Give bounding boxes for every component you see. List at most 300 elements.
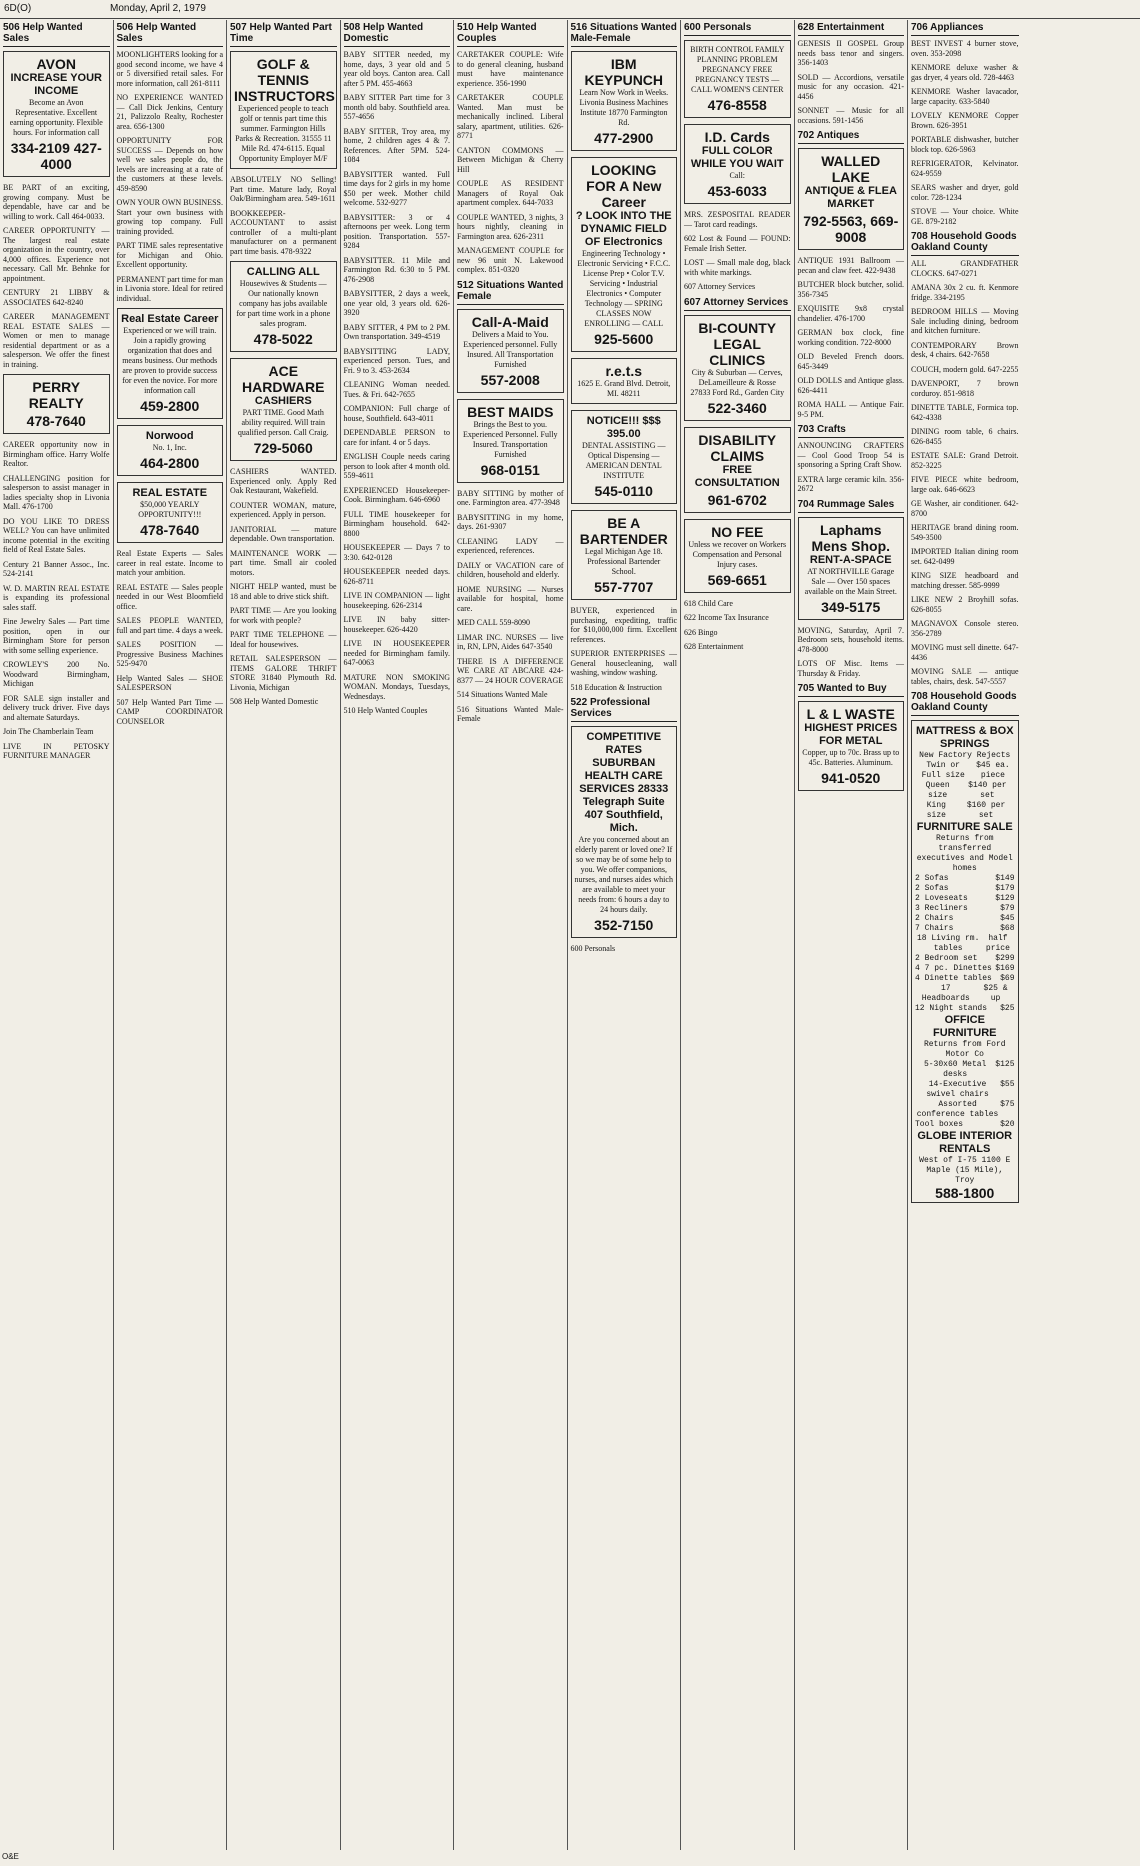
box-big: Laphams Mens Shop. xyxy=(811,521,891,554)
section-heading: 706 Appliances xyxy=(911,22,1019,36)
classified-column xyxy=(795,20,909,1850)
box-sm: Legal Michigan Age 18. Professional Bartender School. xyxy=(584,547,663,576)
item-label: 2 Chairs xyxy=(915,914,954,923)
display-ad-box xyxy=(571,51,678,151)
classified-ad: DINETTE TABLE, Formica top. 642-4338 xyxy=(911,403,1019,422)
furniture-note: Returns from transferred executives and Model homes xyxy=(916,834,1013,873)
box-med: ANTIQUE & FLEA MARKET xyxy=(804,185,897,210)
office-row xyxy=(915,1100,1015,1120)
classified-column xyxy=(227,20,341,1850)
box-sm: Unless we recover on Workers Compensation and Personal Injury cases. xyxy=(688,539,787,569)
ad-subtitle: New Factory Rejects xyxy=(919,751,1011,760)
box-med: HIGHEST PRICES FOR METAL xyxy=(804,722,898,747)
box-phone: 464-2800 xyxy=(140,455,200,471)
classified-ad: CANTON COMMONS — Between Michigan & Cherry Hill xyxy=(457,145,564,174)
price-row xyxy=(915,761,1015,781)
classified-ad: ANTIQUE 1931 Ballroom — pecan and claw feet. 422-9438 xyxy=(797,256,904,275)
office-price: $55 xyxy=(1000,1080,1015,1089)
furniture-row xyxy=(915,1004,1015,1014)
classified-ad: KING SIZE headboard and matching dresser. 585-9999 xyxy=(911,571,1019,590)
classified-ad: FOR SALE sign installer and delivery truck driver. Five days and alternate Saturdays. xyxy=(3,693,110,722)
furniture-row xyxy=(915,974,1015,984)
box-sm: Engineering Technology • Electronic Servicing • F.C.C. License Prep • Color T.V. Servicing • Industrial Electronics • Computer Technology — SPRING CLASSES NOW ENROLLING — CALL xyxy=(577,249,671,328)
classified-ad: SALES POSITION — Progressive Business Machines 525-9470 xyxy=(116,640,223,668)
display-ad-box xyxy=(230,51,337,169)
classified-ad: GERMAN box clock, fine working condition. 722-8000 xyxy=(797,328,904,347)
classified-ad: SUPERIOR ENTERPRISES — General housecleaning, wall washing, window washing. xyxy=(570,649,677,677)
box-phone: 349-5175 xyxy=(821,598,881,615)
box-big: r.e.t.s xyxy=(605,363,643,379)
classified-ad: Real Estate Experts — Sales career in real estate. Income to match your ambition. xyxy=(116,549,223,577)
display-ad-box xyxy=(798,148,905,250)
classified-ad: LIVE IN HOUSEKEEPER needed for Birmingham family. 647-0063 xyxy=(343,639,450,667)
classified-ad: NIGHT HELP wanted, must be 18 and able to drive stick shift. xyxy=(230,582,337,601)
classified-ad: BEDROOM HILLS — Moving Sale including dining, bedroom and kitchen furniture. xyxy=(911,307,1019,335)
classified-ad: DAILY or VACATION care of children, household and elderly. xyxy=(457,560,564,579)
classified-ad: BABY SITTER needed, my home, days, 3 year old and 5 year old boys. Canton area. Call after 5 PM. 455-4663 xyxy=(343,50,450,88)
box-sm: Copper, up to 70c. Brass up to 45c. Batteries. Aluminum. xyxy=(802,748,900,767)
classified-ad: AMANA 30x 2 cu. ft. Kenmore fridge. 334-2195 xyxy=(911,283,1019,302)
section-heading: 506 Help Wanted Sales xyxy=(117,22,224,47)
box-sm: Become an Avon Representative. Excellent earning opportunity. Flexible hours. For information call xyxy=(9,98,103,137)
display-ad-box xyxy=(571,510,678,600)
classified-ad: MANAGEMENT COUPLE for new 96 unit N. Lakewood complex. 851-0320 xyxy=(457,246,564,274)
classified-ad: MOVING, Saturday, April 7. Bedroom sets, household items. 478-8000 xyxy=(797,625,904,654)
classified-ad: SALES PEOPLE WANTED, full and part time. 4 days a week. xyxy=(116,616,223,635)
furniture-row xyxy=(915,904,1015,914)
classified-ad: BABYSITTER wanted. Full time days for 2 girls in my home $50 per week. Mother child welcome. 532-9277 xyxy=(343,169,450,207)
furniture-row xyxy=(915,884,1015,894)
classified-ad: 618 Child Care xyxy=(684,598,733,608)
display-ad-box xyxy=(684,315,791,421)
box-big: BE A BARTENDER xyxy=(579,515,668,547)
classified-ad: BUYER, experienced in purchasing, expediting, traffic for $10,000,000 firm. Excellent references. xyxy=(570,606,677,644)
item-price: $79 xyxy=(1000,904,1015,913)
ad-title: MATTRESS & BOX SPRINGS xyxy=(915,725,1014,750)
rentals-phone: 588-1800 xyxy=(935,1185,995,1201)
classified-ad: STOVE — Your choice. White GE. 879-2182 xyxy=(911,207,1019,226)
office-price: $20 xyxy=(1000,1120,1015,1129)
classified-ad: Century 21 Banner Assoc., Inc. 524-2141 xyxy=(3,559,110,578)
display-ad-box xyxy=(798,517,905,620)
price-label: Twin or Full size xyxy=(921,761,965,780)
display-ad-box xyxy=(798,701,905,791)
item-price: $169 xyxy=(995,964,1015,973)
classified-ad: RETAIL SALESPERSON — ITEMS GALORE THRIFT STORE 31840 Plymouth Rd. Livonia, Michigan xyxy=(230,654,337,692)
classified-ad: 628 Entertainment xyxy=(684,642,744,651)
box-sm: No. 1, Inc. xyxy=(152,443,187,452)
box-phone: 352-7150 xyxy=(594,917,654,933)
box-big: PERRY REALTY xyxy=(28,379,84,411)
display-ad-box xyxy=(3,51,110,177)
classified-ad: BABYSITTING in my home, days. 261-9307 xyxy=(457,512,564,531)
box-med: NOTICE!!! $$$ 395.00 xyxy=(586,415,661,440)
classified-ad: PORTABLE dishwasher, butcher block top. 626-5963 xyxy=(911,135,1019,154)
classified-ad: CARETAKER COUPLE Wanted. Man must be mechanically inclined. Liberal salary, apartment, utilities. 626-8771 xyxy=(457,93,564,140)
classified-ad: 507 Help Wanted Part Time — CAMP COORDINATOR COUNSELOR xyxy=(116,697,223,726)
classified-ad: CLEANING LADY — experienced, references. xyxy=(457,536,564,555)
classified-ad: HOUSEKEEPER — Days 7 to 3:30. 642-0128 xyxy=(343,543,450,562)
classified-ad: 600 Personals xyxy=(570,944,616,953)
display-ad-box xyxy=(571,358,678,404)
furniture-row xyxy=(915,914,1015,924)
display-ad-box xyxy=(117,482,224,543)
furniture-title: FURNITURE SALE xyxy=(916,821,1013,833)
price-value: $140 per set xyxy=(968,781,1007,800)
office-price: $75 xyxy=(1000,1100,1015,1109)
classified-ad: ESTATE SALE: Grand Detroit. 852-3225 xyxy=(911,451,1019,470)
office-price: $125 xyxy=(995,1060,1015,1069)
classified-ad: GE Washer, air conditioner. 642-8700 xyxy=(911,499,1019,518)
item-label: 2 Sofas xyxy=(915,874,949,883)
section-heading: 506 Help Wanted Sales xyxy=(3,22,110,47)
classified-column xyxy=(0,20,114,1850)
box-big: ACE HARDWARE xyxy=(242,363,325,395)
box-sm: DENTAL ASSISTING — Optical Dispensing — AMERICAN DENTAL INSTITUTE xyxy=(581,441,666,480)
furniture-row xyxy=(915,874,1015,884)
classified-ad: SOLD — Accordions, versatile music for any occasion. 421-4456 xyxy=(797,72,904,101)
classified-ad: IMPORTED Italian dining room set. 642-0499 xyxy=(911,547,1019,566)
display-ad-box xyxy=(457,399,564,483)
classified-ad: Help Wanted Sales — SHOE SALESPERSON xyxy=(116,673,223,692)
classified-ad: BABY SITTER, 4 PM to 2 PM. Own transportation. 349-4519 xyxy=(343,322,450,341)
rentals-address: West of I-75 1100 E Maple (15 Mile), Troy xyxy=(919,1156,1011,1185)
section-heading: 702 Antiques xyxy=(798,130,905,144)
classified-ad: COUPLE WANTED, 3 nights, 3 hours nightly, cleaning in Farmington area. 626-2311 xyxy=(457,212,564,241)
furniture-row xyxy=(915,964,1015,974)
classified-ad: LOST — Small male dog, black with white markings. xyxy=(684,258,791,277)
box-sm: AT NORTHVILLE Garage Sale — Over 150 spaces available on the Main Street. xyxy=(804,566,897,596)
classified-ad: FIVE PIECE white bedroom, large oak. 646-6623 xyxy=(911,475,1019,494)
display-ad-box xyxy=(571,157,678,352)
display-ad-box xyxy=(457,309,564,393)
box-phone: 522-3460 xyxy=(707,399,767,416)
classified-ad: PART TIME sales representative for Michigan and Ohio. Excellent opportunity. xyxy=(116,241,223,269)
classified-ad: MRS. ZESPOSITAL READER — Tarot card readings. xyxy=(684,210,791,229)
item-label: 12 Night stands xyxy=(915,1004,988,1013)
classified-ad: KENMORE deluxe washer & gas dryer, 4 years old. 728-4463 xyxy=(911,63,1019,82)
classified-ad: CAREER MANAGEMENT REAL ESTATE SALES — Women or men to manage residential department or as a salesperson. We offer the finest in training. xyxy=(3,312,110,369)
classified-ad: BE PART of an exciting, growing company. Must be dependable, have car and be willing to work. Call 464-0033. xyxy=(3,183,110,221)
box-big: IBM KEYPUNCH xyxy=(584,56,664,88)
box-phone: 941-0520 xyxy=(821,770,881,786)
classified-ad: DEPENDABLE PERSON to care for infant. 4 or 5 days. xyxy=(343,428,450,447)
box-phone: 545-0110 xyxy=(594,483,653,499)
classified-ad: REFRIGERATOR, Kelvinator. 624-9559 xyxy=(911,159,1019,178)
item-label: 2 Loveseats xyxy=(915,894,968,903)
classified-ad: BABYSITTER: 3 or 4 afternoons per week. Long term position. Transportation. 557-9284 xyxy=(343,212,450,250)
classified-ad: PART TIME TELEPHONE — Ideal for housewives. xyxy=(230,630,337,649)
section-heading: 512 Situations Wanted Female xyxy=(457,280,564,305)
classified-ad: CHALLENGING position for salesperson to assist manager in ladies specialty shop in Livonia Mall. 476-1700 xyxy=(3,473,110,511)
box-big: BI-COUNTY LEGAL CLINICS xyxy=(698,319,777,368)
box-phone: 478-7640 xyxy=(26,413,86,429)
classified-ad: ABSOLUTELY NO Selling! Part time. Mature lady, Royal Oak/Birmingham area. 549-1611 xyxy=(230,175,337,203)
classified-ad: REAL ESTATE — Sales people needed in our West Bloomfield office. xyxy=(116,582,223,611)
classified-ad: SONNET — Music for all occasions. 591-1456 xyxy=(797,106,904,125)
classified-ad: MED CALL 559-8090 xyxy=(457,618,531,627)
classified-ad: COUPLE AS RESIDENT Managers of Royal Oak apartment complex. 644-7033 xyxy=(457,179,564,207)
office-row xyxy=(915,1060,1015,1080)
box-big: AVON xyxy=(36,56,76,72)
classified-column xyxy=(681,20,795,1850)
item-label: 4 Dinette tables xyxy=(915,974,992,983)
classified-ad: LIKE NEW 2 Broyhill sofas. 626-8055 xyxy=(911,595,1019,614)
box-big: L & L WASTE xyxy=(806,706,895,722)
section-heading: 705 Wanted to Buy xyxy=(798,683,905,697)
box-phone: 792-5563, 669-9008 xyxy=(803,213,899,245)
classified-ad: THERE IS A DIFFERENCE WE CARE AT ABCARE 424-8377 — 24 HOUR COVERAGE xyxy=(457,656,564,685)
box-sm: Experienced people to teach golf or tennis part time this summer. Farmington Hills Parks & Recreation. 31555 11 Mile Rd. 474-6115. Equal Opportunity Employer M/F xyxy=(235,104,332,163)
box-big: Call-A-Maid xyxy=(471,313,549,330)
section-heading: 522 Professional Services xyxy=(571,697,678,722)
classified-ad: 622 Income Tax Insurance xyxy=(684,613,769,622)
box-phone: 453-6033 xyxy=(707,183,767,199)
classified-ad: BOOKKEEPER-ACCOUNTANT to assist controller of a multi-plant manufacturer on a permanent part time basis. 478-9322 xyxy=(230,208,337,256)
classified-ad: JANITORIAL — mature dependable. Own transportation. xyxy=(230,524,337,543)
box-med: FULL COLOR WHILE YOU WAIT xyxy=(690,145,784,170)
classified-ad: LIVE IN COMPANION — light housekeeping. 626-2314 xyxy=(343,591,450,610)
office-label: 14-Executive swivel chairs xyxy=(926,1080,989,1099)
classified-ad: HERITAGE brand dining room. 549-3500 xyxy=(911,523,1019,542)
box-sm: BIRTH CONTROL FAMILY PLANNING PROBLEM PREGNANCY FREE PREGNANCY TESTS — CALL WOMEN'S CENTER xyxy=(690,45,785,94)
classified-ad: CONTEMPORARY Brown desk, 4 chairs. 642-7658 xyxy=(911,340,1019,359)
box-sm: Are you concerned about an elderly parent or loved one? If so we may be of some help to you. We offer companions, nurses, and nurses aides which are available to meet your needs from: 6 hours a day to 24 hours daily. xyxy=(574,835,673,914)
item-price: $129 xyxy=(995,894,1015,903)
office-note: Returns from Ford Motor Co xyxy=(923,1040,1006,1059)
classified-ad: GENESIS II GOSPEL Group needs bass tenor and singers. 356-1403 xyxy=(797,39,904,67)
rentals-name: GLOBE INTERIOR RENTALS xyxy=(917,1130,1013,1155)
price-row xyxy=(915,801,1015,821)
classified-ad: OPPORTUNITY FOR SUCCESS — Depends on how well we sales people do, the levels are increasing at a rate of the customers at these levels. 459-8590 xyxy=(116,136,223,193)
display-ad-box xyxy=(684,40,791,118)
page-date: Monday, April 2, 1979 xyxy=(110,3,206,14)
box-phone: 569-6651 xyxy=(707,571,767,588)
classified-ad: DAVENPORT, 7 brown corduroy. 851-9818 xyxy=(911,379,1019,398)
price-value: $160 per set xyxy=(966,801,1006,820)
box-sm: Housewives & Students — Our nationally known company has jobs available for part time work in a phone sales program. xyxy=(236,279,331,328)
classified-ad: BABYSITTER, 2 days a week, one year old, 3 years old. 626-3920 xyxy=(343,289,450,317)
classified-column xyxy=(454,20,568,1850)
classified-ad: OLD Beveled French doors. 645-3449 xyxy=(797,352,904,371)
box-med: CASHIERS xyxy=(254,395,312,407)
classified-ad: Fine Jewelry Sales — Part time position, open in our Birmingham Store for person with some selling experience. xyxy=(3,617,110,655)
classified-ad: CLEANING Woman needed. Tues. & Fri. 642-7655 xyxy=(343,380,450,399)
classified-ad: DO YOU LIKE TO DRESS WELL? You can have unlimited income potential in the exciting field of Real Estate Sales. xyxy=(3,516,110,554)
classified-ad: ANNOUNCING CRAFTERS — Cool Good Troop 54 is sponsoring a Spring Craft Show. xyxy=(797,441,904,469)
box-sm: $50,000 YEARLY OPPORTUNITY!!! xyxy=(138,500,202,519)
classified-ad: OLD DOLLS and Antique glass. 626-4411 xyxy=(797,376,904,395)
box-sm: Learn Now Work in Weeks. Livonia Business Machines Institute 18770 Farmington Rd. xyxy=(579,88,669,127)
furniture-sale-ad xyxy=(911,720,1019,1203)
box-big: GOLF & TENNIS INSTRUCTORS xyxy=(234,56,335,104)
price-label: Queen size xyxy=(925,781,950,800)
classified-ad: BABYSITTER. 11 Mile and Farmington Rd. 6:30 to 5 PM. 476-2908 xyxy=(343,255,450,284)
classified-ad: KENMORE Washer lavacador, large capacity. 633-5840 xyxy=(911,87,1019,106)
section-heading: 708 Household Goods Oakland County xyxy=(911,231,1019,256)
classified-ad: EXQUISITE 9x8 crystal chandelier. 476-1700 xyxy=(797,304,904,323)
classified-column xyxy=(341,20,455,1850)
classified-ad: COUCH, modern gold. 647-2255 xyxy=(911,364,1019,374)
box-med: Real Estate Career xyxy=(121,313,219,325)
office-label: 5-30x60 Metal desks xyxy=(923,1060,987,1079)
classified-ad: BABY SITTER Part time for 3 month old baby. Southfield area. 557-4656 xyxy=(343,93,450,121)
classified-ad: PART TIME — Are you looking for work with people? xyxy=(230,606,337,625)
display-ad-box xyxy=(230,358,337,461)
classified-ad: DINING room table, 6 chairs. 626-8455 xyxy=(911,427,1019,446)
classified-ad: Join The Chamberlain Team xyxy=(3,727,94,736)
classified-ad: 510 Help Wanted Couples xyxy=(343,706,428,715)
section-heading: 703 Crafts xyxy=(798,424,905,438)
section-heading: 516 Situations Wanted Male-Female xyxy=(571,22,678,47)
box-phone: 729-5060 xyxy=(253,440,313,456)
item-price: $299 xyxy=(995,954,1015,963)
display-ad-box xyxy=(571,726,678,938)
display-ad-box xyxy=(117,425,224,476)
page-footer: O&E xyxy=(2,1852,19,1861)
classified-ad: 514 Situations Wanted Male xyxy=(457,690,548,699)
item-price: $69 xyxy=(1000,974,1015,983)
item-price: $45 xyxy=(1000,914,1015,923)
box-med: COMPETITIVE RATES SUBURBAN HEALTH CARE SERVICES 28333 Telegraph Suite 407 Southfield, Mich. xyxy=(579,731,669,834)
classified-column xyxy=(908,20,1022,1850)
classified-ad: PERMANENT part time for man in Livonia store. Ideal for retired individual. xyxy=(116,274,224,303)
box-med: Norwood xyxy=(145,430,194,442)
classified-ad: CAREER opportunity now in Birmingham office. Harry Wolfe Realtor. xyxy=(3,440,110,468)
section-heading: 607 Attorney Services xyxy=(684,297,791,311)
furniture-row xyxy=(915,954,1015,964)
classified-ad: OWN YOUR OWN BUSINESS. Start your own business with growing top company. Full training provided. xyxy=(116,198,223,236)
classified-ad: BEST INVEST 4 burner stove, oven. 353-2098 xyxy=(911,39,1019,58)
item-price: $179 xyxy=(995,884,1015,893)
classified-ad: CAREER OPPORTUNITY — The largest real estate organization in the country, over 4,000 offices. Experience not necessary. Call Mr. Behnke for appointment. xyxy=(3,226,110,283)
box-big: DISABILITY CLAIMS xyxy=(698,431,777,464)
box-big: NO FEE xyxy=(711,523,764,540)
page-number: 6D(O) xyxy=(4,3,32,14)
classified-ad: COMPANION: Full charge of house, Southfield. 643-4011 xyxy=(343,404,450,423)
box-phone: 476-8558 xyxy=(707,97,767,113)
classified-ad: MAINTENANCE WORK — part time. Small air cooled motors. xyxy=(230,548,337,577)
box-med: ? LOOK INTO THE DYNAMIC FIELD OF Electronics xyxy=(575,210,672,248)
classified-ad: HOME NURSING — Nurses available for hospital, home care. xyxy=(457,584,564,613)
display-ad-box xyxy=(684,427,791,513)
classified-ad: MAGNAVOX Console stereo. 356-2789 xyxy=(911,619,1019,638)
furniture-row xyxy=(915,894,1015,904)
furniture-row xyxy=(915,924,1015,934)
box-sm: Call: xyxy=(729,171,746,180)
office-row xyxy=(915,1080,1015,1100)
item-price: $68 xyxy=(1000,924,1015,933)
display-ad-box xyxy=(684,519,791,593)
item-label: 3 Recliners xyxy=(915,904,968,913)
classified-ad: MOONLIGHTERS looking for a good second income, we have 4 or 5 diversified retail sales. For more information, call 261-8111 xyxy=(116,50,223,88)
price-row xyxy=(915,781,1015,801)
box-sm: Brings the Best to you. Experienced Personnel. Fully Insured. Transportation Furnished xyxy=(463,419,558,459)
box-phone: 961-6702 xyxy=(707,491,767,508)
classified-ad: BABYSITTING LADY, experienced person. Tues, and Fri. 9 to 3. 453-2634 xyxy=(343,346,450,375)
item-price: $25 xyxy=(1000,1004,1015,1013)
classified-ad: 516 Situations Wanted Male-Female xyxy=(457,704,564,723)
classified-ad: BABY SITTING by mother of one. Farmington area. 477-3948 xyxy=(457,488,564,507)
section-heading: 510 Help Wanted Couples xyxy=(457,22,564,47)
office-title: OFFICE FURNITURE xyxy=(932,1014,997,1039)
box-sm: Experienced or we will train. Join a rapidly growing organization that does and means business. Our methods are proven to provide success for even the novice. For more information call xyxy=(122,326,218,395)
classified-ad: BABY SITTER, Troy area, my home, 2 children ages 4 & 7. References. After 5PM. 524-1084 xyxy=(343,126,450,164)
box-med: REAL ESTATE xyxy=(132,487,208,499)
box-sm: City & Suburban — Cerves, DeLameilleure & Rosse 27833 Ford Rd., Garden City xyxy=(690,367,785,397)
classified-ad: MATURE NON SMOKING WOMAN. Mondays, Tuesdays, Wednesdays. xyxy=(343,672,450,701)
classified-ad: LOVELY KENMORE Copper Brown. 626-3951 xyxy=(911,111,1019,130)
classified-ad: LOTS OF Misc. Items — Thursday & Friday. xyxy=(797,659,904,678)
classified-ad: 607 Attorney Services xyxy=(684,282,756,291)
box-phone: 334-2109 427-4000 xyxy=(10,140,102,172)
item-label: 2 Sofas xyxy=(915,884,949,893)
box-med: RENT-A-SPACE xyxy=(809,553,892,566)
furniture-row xyxy=(915,984,1015,1004)
section-heading: 600 Personals xyxy=(684,22,791,36)
office-row xyxy=(915,1120,1015,1130)
classified-ad: ENGLISH Couple needs caring person to look after 4 month old. 559-4611 xyxy=(343,452,450,480)
classified-ad: CARETAKER COUPLE: Wife to do general cleaning, husband must have maintenance experience. 356-1990 xyxy=(457,50,564,88)
section-heading: 708 Household Goods Oakland County xyxy=(911,691,1019,716)
classified-columns xyxy=(0,20,1140,1850)
office-label: Tool boxes xyxy=(915,1120,964,1129)
classified-ad: COUNTER WOMAN, mature, experienced. Apply in person. xyxy=(230,500,337,519)
classified-ad: CROWLEY'S 200 No. Woodward Birmingham, Michigan xyxy=(3,660,110,688)
item-label: 4 7 pc. Dinettes xyxy=(915,964,992,973)
classified-ad: HOUSEKEEPER needed days. 626-8711 xyxy=(343,567,450,586)
box-big: BEST MAIDS xyxy=(467,403,554,420)
box-phone: 478-7640 xyxy=(140,522,200,538)
box-sm: PART TIME. Good Math ability required. Will train qualified person. Call Craig. xyxy=(237,408,329,437)
classified-ad: LIMAR INC. NURSES — live in, RN, LPN, Aides 647-3540 xyxy=(457,632,564,651)
box-phone: 557-2008 xyxy=(480,371,540,388)
box-sm: 1625 E. Grand Blvd. Detroit, MI. 48211 xyxy=(577,379,671,398)
classified-ad: SEARS washer and dryer, gold color. 728-1234 xyxy=(911,183,1019,202)
section-heading: 508 Help Wanted Domestic xyxy=(344,22,451,47)
classified-ad: 626 Bingo xyxy=(684,627,718,637)
display-ad-box xyxy=(117,308,224,419)
box-phone: 478-5022 xyxy=(253,331,313,347)
classified-ad: BUTCHER block butcher, solid. 356-7345 xyxy=(797,280,904,299)
classified-ad: EXPERIENCED Housekeeper-Cook. Birmingham. 646-6960 xyxy=(343,485,450,504)
box-big: WALLED LAKE xyxy=(821,153,881,185)
section-heading: 507 Help Wanted Part Time xyxy=(230,22,337,47)
classified-ad: MOVING must sell dinette. 647-4436 xyxy=(911,643,1019,662)
box-big: I.D. Cards xyxy=(704,129,770,145)
classified-column xyxy=(568,20,682,1850)
office-label: Assorted conference tables xyxy=(916,1100,999,1119)
classified-ad: MOVING SALE — antique tables, chairs, desk. 547-5557 xyxy=(911,667,1019,686)
page-header xyxy=(0,0,1140,19)
item-label: 7 Chairs xyxy=(915,924,954,933)
classified-ad: CASHIERS WANTED. Experienced only. Apply Red Oak Restaurant, Wakefield. xyxy=(230,467,337,495)
box-phone: 925-5600 xyxy=(594,331,654,347)
item-price: $149 xyxy=(995,874,1015,883)
section-heading: 628 Entertainment xyxy=(798,22,905,36)
classified-ad: LIVE IN baby sitter-housekeeper. 626-4420 xyxy=(343,615,450,634)
classified-ad: FULL TIME housekeeper for Birmingham household. 642-8800 xyxy=(343,509,450,538)
display-ad-box xyxy=(571,410,678,504)
price-value: $45 ea. piece xyxy=(976,761,1010,780)
box-med: FREE CONSULTATION xyxy=(694,463,780,489)
classified-ad: 602 Lost & Found — FOUND: Female Irish Setter. xyxy=(684,234,791,253)
box-phone: 459-2800 xyxy=(140,398,200,414)
box-med: CALLING ALL xyxy=(246,266,320,278)
classified-ad: ROMA HALL — Antique Fair. 9-5 PM. xyxy=(797,400,904,419)
classified-ad: 518 Education & Instruction xyxy=(570,682,662,692)
box-big: LOOKING FOR A New Career xyxy=(586,162,662,210)
